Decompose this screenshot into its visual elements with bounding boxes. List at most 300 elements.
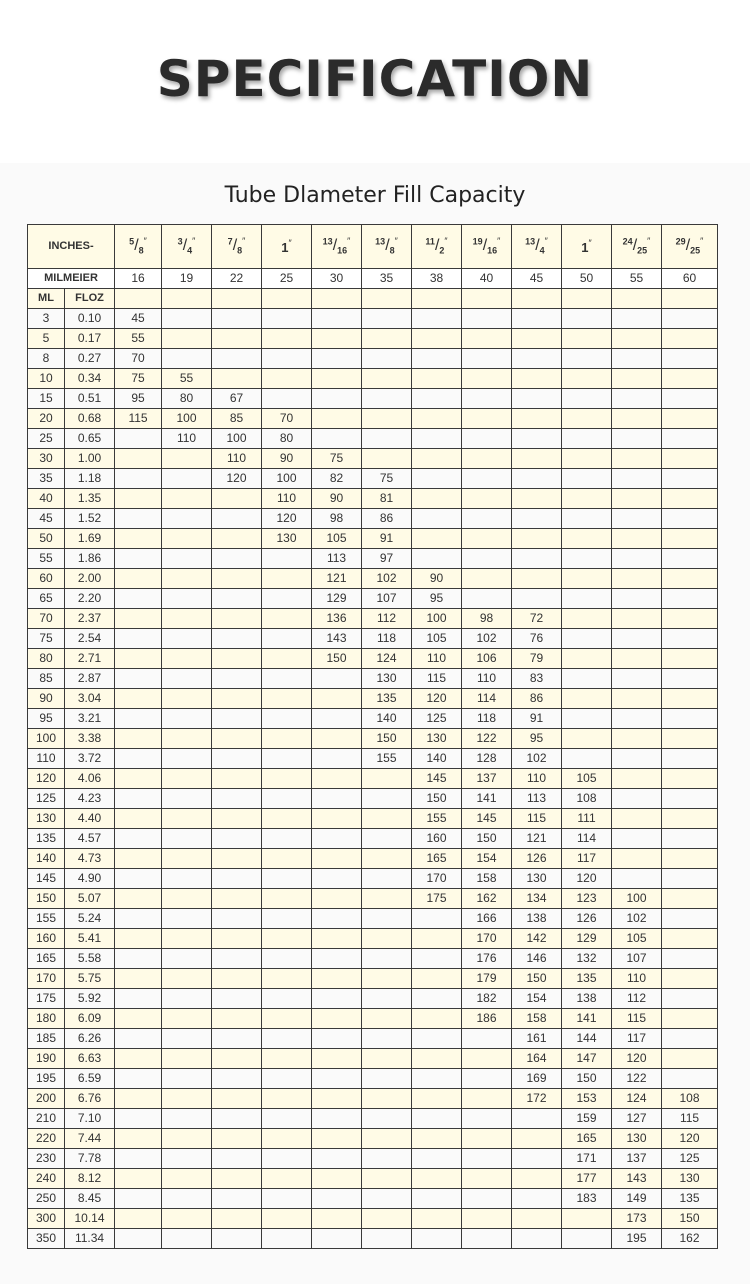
floz-cell: 7.44 xyxy=(65,1128,115,1148)
capacity-cell xyxy=(512,308,562,328)
capacity-cell: 83 xyxy=(512,668,562,688)
capacity-cell xyxy=(662,1028,718,1048)
mm-size-cell: 30 xyxy=(312,268,362,288)
capacity-cell: 127 xyxy=(612,1108,662,1128)
capacity-cell xyxy=(612,568,662,588)
capacity-cell: 150 xyxy=(312,648,362,668)
ml-cell: 185 xyxy=(28,1028,65,1048)
table-row xyxy=(28,1068,718,1088)
capacity-cell xyxy=(662,388,718,408)
capacity-cell xyxy=(162,1088,212,1108)
table-row xyxy=(28,428,718,448)
capacity-cell xyxy=(462,588,512,608)
capacity-cell xyxy=(662,488,718,508)
capacity-cell xyxy=(212,1188,262,1208)
capacity-cell xyxy=(115,968,162,988)
capacity-cell xyxy=(662,928,718,948)
capacity-cell xyxy=(612,608,662,628)
capacity-cell xyxy=(362,448,412,468)
capacity-cell xyxy=(312,1168,362,1188)
capacity-cell xyxy=(262,368,312,388)
capacity-cell xyxy=(115,1068,162,1088)
capacity-cell: 134 xyxy=(512,888,562,908)
capacity-cell: 105 xyxy=(562,768,612,788)
capacity-cell xyxy=(562,748,612,768)
capacity-cell xyxy=(312,1148,362,1168)
capacity-cell xyxy=(462,448,512,468)
capacity-cell xyxy=(562,1208,612,1228)
capacity-cell xyxy=(115,1148,162,1168)
capacity-cell xyxy=(362,968,412,988)
capacity-cell xyxy=(262,388,312,408)
floz-cell: 7.10 xyxy=(65,1108,115,1128)
mm-size-cell: 35 xyxy=(362,268,412,288)
capacity-cell xyxy=(512,1208,562,1228)
capacity-cell: 123 xyxy=(562,888,612,908)
capacity-cell: 120 xyxy=(262,508,312,528)
capacity-cell xyxy=(212,1168,262,1188)
capacity-cell: 86 xyxy=(512,688,562,708)
capacity-cell xyxy=(115,468,162,488)
capacity-cell: 91 xyxy=(362,528,412,548)
table-title: Tube Dlameter Fill Capacity xyxy=(224,183,526,208)
floz-cell: 5.58 xyxy=(65,948,115,968)
floz-cell: 1.69 xyxy=(65,528,115,548)
capacity-cell xyxy=(262,908,312,928)
mm-size-cell: 55 xyxy=(612,268,662,288)
capacity-cell: 110 xyxy=(612,968,662,988)
capacity-cell xyxy=(115,928,162,948)
capacity-cell: 75 xyxy=(312,448,362,468)
table-row xyxy=(28,508,718,528)
ml-cell: 75 xyxy=(28,628,65,648)
capacity-cell: 126 xyxy=(562,908,612,928)
capacity-cell: 135 xyxy=(562,968,612,988)
ml-cell: 175 xyxy=(28,988,65,1008)
inch-numerator: 13 xyxy=(322,236,333,247)
capacity-cell xyxy=(612,348,662,368)
capacity-cell: 82 xyxy=(312,468,362,488)
mm-size-cell: 22 xyxy=(212,268,262,288)
capacity-cell: 106 xyxy=(462,648,512,668)
fraction-slash: / xyxy=(182,237,188,254)
inch-size-cell xyxy=(412,225,462,269)
capacity-cell xyxy=(115,788,162,808)
capacity-cell xyxy=(512,348,562,368)
table-row xyxy=(28,348,718,368)
capacity-cell xyxy=(312,328,362,348)
capacity-cell xyxy=(462,1228,512,1248)
table-row xyxy=(28,748,718,768)
floz-cell: 4.06 xyxy=(65,768,115,788)
capacity-cell xyxy=(115,448,162,468)
capacity-cell xyxy=(462,308,512,328)
capacity-cell xyxy=(562,608,612,628)
capacity-cell xyxy=(262,768,312,788)
capacity-cell xyxy=(662,808,718,828)
capacity-cell xyxy=(362,1208,412,1228)
capacity-cell: 162 xyxy=(462,888,512,908)
capacity-cell xyxy=(312,1188,362,1208)
capacity-cell xyxy=(212,968,262,988)
capacity-cell xyxy=(115,748,162,768)
capacity-cell: 107 xyxy=(362,588,412,608)
capacity-cell xyxy=(162,968,212,988)
capacity-cell xyxy=(362,1048,412,1068)
capacity-cell xyxy=(512,368,562,388)
capacity-cell xyxy=(412,948,462,968)
capacity-cell xyxy=(662,448,718,468)
capacity-cell: 98 xyxy=(312,508,362,528)
capacity-cell: 120 xyxy=(662,1128,718,1148)
capacity-cell xyxy=(312,708,362,728)
capacity-cell: 110 xyxy=(212,448,262,468)
unit-label-row xyxy=(28,288,718,308)
capacity-cell xyxy=(212,1048,262,1068)
capacity-cell: 195 xyxy=(612,1228,662,1248)
capacity-cell: 132 xyxy=(562,948,612,968)
capacity-cell xyxy=(162,828,212,848)
capacity-cell: 118 xyxy=(462,708,512,728)
inch-denominator: 25 xyxy=(637,245,648,256)
capacity-cell xyxy=(162,328,212,348)
ml-cell: 240 xyxy=(28,1168,65,1188)
inches-row xyxy=(28,225,718,269)
capacity-cell: 166 xyxy=(462,908,512,928)
capacity-cell xyxy=(562,348,612,368)
capacity-cell xyxy=(512,528,562,548)
capacity-cell xyxy=(362,948,412,968)
capacity-cell xyxy=(362,308,412,328)
table-row xyxy=(28,728,718,748)
floz-cell: 2.54 xyxy=(65,628,115,648)
capacity-cell: 182 xyxy=(462,988,512,1008)
capacity-cell xyxy=(162,748,212,768)
capacity-cell xyxy=(412,448,462,468)
inch-fraction xyxy=(581,240,591,255)
floz-cell: 10.14 xyxy=(65,1208,115,1228)
ml-cell: 120 xyxy=(28,768,65,788)
capacity-cell xyxy=(212,608,262,628)
capacity-cell: 153 xyxy=(562,1088,612,1108)
floz-cell: 2.71 xyxy=(65,648,115,668)
capacity-cell xyxy=(115,528,162,548)
capacity-cell: 124 xyxy=(362,648,412,668)
ml-cell: 95 xyxy=(28,708,65,728)
capacity-cell xyxy=(412,368,462,388)
fraction-slash: / xyxy=(232,237,238,254)
capacity-cell xyxy=(262,1088,312,1108)
capacity-cell xyxy=(662,428,718,448)
capacity-cell xyxy=(262,688,312,708)
ml-cell: 135 xyxy=(28,828,65,848)
capacity-cell xyxy=(212,728,262,748)
capacity-cell xyxy=(262,788,312,808)
capacity-cell: 107 xyxy=(612,948,662,968)
capacity-cell xyxy=(115,548,162,568)
capacity-cell: 160 xyxy=(412,828,462,848)
capacity-cell xyxy=(512,1128,562,1148)
ml-cell: 10 xyxy=(28,368,65,388)
capacity-cell xyxy=(562,528,612,548)
capacity-cell xyxy=(212,708,262,728)
capacity-cell: 80 xyxy=(162,388,212,408)
capacity-cell xyxy=(512,1188,562,1208)
capacity-cell xyxy=(462,568,512,588)
capacity-cell: 159 xyxy=(562,1108,612,1128)
capacity-cell xyxy=(312,388,362,408)
capacity-cell: 138 xyxy=(512,908,562,928)
capacity-cell xyxy=(362,928,412,948)
ml-label: ML xyxy=(28,288,65,308)
ml-cell: 100 xyxy=(28,728,65,748)
table-row xyxy=(28,768,718,788)
capacity-cell xyxy=(212,1208,262,1228)
capacity-cell xyxy=(662,628,718,648)
table-row xyxy=(28,948,718,968)
table-row xyxy=(28,848,718,868)
inches-label: INCHES- xyxy=(28,225,115,269)
fraction-slash: / xyxy=(632,237,638,254)
inch-numerator: 11 xyxy=(425,236,435,247)
capacity-cell xyxy=(362,1088,412,1108)
capacity-cell: 102 xyxy=(512,748,562,768)
capacity-cell: 137 xyxy=(462,768,512,788)
capacity-cell xyxy=(662,768,718,788)
inch-size-cell xyxy=(462,225,512,269)
capacity-cell: 121 xyxy=(312,568,362,588)
capacity-cell: 67 xyxy=(212,388,262,408)
capacity-cell xyxy=(115,728,162,748)
capacity-cell: 118 xyxy=(362,628,412,648)
table-row xyxy=(28,368,718,388)
ml-cell: 155 xyxy=(28,908,65,928)
capacity-cell xyxy=(612,588,662,608)
capacity-cell xyxy=(662,468,718,488)
capacity-cell: 100 xyxy=(212,428,262,448)
capacity-cell xyxy=(312,408,362,428)
ml-cell: 195 xyxy=(28,1068,65,1088)
fill-capacity-table xyxy=(27,224,718,1249)
table-row xyxy=(28,668,718,688)
capacity-cell xyxy=(412,1108,462,1128)
capacity-cell xyxy=(312,308,362,328)
capacity-cell: 113 xyxy=(312,548,362,568)
capacity-cell xyxy=(162,608,212,628)
capacity-cell xyxy=(362,1108,412,1128)
inch-mark: ″ xyxy=(588,238,592,249)
table-row xyxy=(28,1108,718,1128)
capacity-cell xyxy=(312,688,362,708)
inch-size-cell xyxy=(562,225,612,269)
capacity-cell xyxy=(162,708,212,728)
capacity-cell xyxy=(312,1208,362,1228)
capacity-cell xyxy=(162,768,212,788)
capacity-cell: 80 xyxy=(262,428,312,448)
inch-mark: ″ xyxy=(288,238,292,249)
capacity-cell xyxy=(312,348,362,368)
capacity-cell: 143 xyxy=(312,628,362,648)
capacity-cell xyxy=(312,1108,362,1128)
capacity-cell xyxy=(212,808,262,828)
capacity-cell: 138 xyxy=(562,988,612,1008)
capacity-cell xyxy=(662,688,718,708)
capacity-cell xyxy=(512,448,562,468)
capacity-cell xyxy=(115,828,162,848)
capacity-cell xyxy=(312,1028,362,1048)
floz-cell: 8.12 xyxy=(65,1168,115,1188)
floz-cell: 6.76 xyxy=(65,1088,115,1108)
capacity-cell: 173 xyxy=(612,1208,662,1228)
capacity-cell xyxy=(562,648,612,668)
floz-cell: 4.90 xyxy=(65,868,115,888)
empty-cell xyxy=(262,288,312,308)
capacity-cell: 112 xyxy=(362,608,412,628)
empty-cell xyxy=(662,288,718,308)
capacity-cell xyxy=(662,648,718,668)
capacity-cell xyxy=(462,548,512,568)
floz-cell: 6.59 xyxy=(65,1068,115,1088)
capacity-cell xyxy=(162,1228,212,1248)
capacity-cell xyxy=(662,508,718,528)
capacity-cell: 105 xyxy=(412,628,462,648)
header xyxy=(0,0,750,163)
capacity-cell: 130 xyxy=(612,1128,662,1148)
capacity-cell xyxy=(115,688,162,708)
ml-cell: 50 xyxy=(28,528,65,548)
inch-numerator: 13 xyxy=(375,236,386,247)
table-row xyxy=(28,488,718,508)
capacity-cell: 112 xyxy=(612,988,662,1008)
capacity-cell xyxy=(512,388,562,408)
fraction-slash: / xyxy=(482,237,488,254)
inch-fraction xyxy=(129,236,147,256)
capacity-cell xyxy=(115,668,162,688)
ml-cell: 5 xyxy=(28,328,65,348)
mm-size-cell: 16 xyxy=(115,268,162,288)
capacity-cell: 75 xyxy=(115,368,162,388)
capacity-cell: 108 xyxy=(562,788,612,808)
table-row xyxy=(28,328,718,348)
fraction-slash: / xyxy=(134,237,139,254)
capacity-cell xyxy=(162,868,212,888)
capacity-cell xyxy=(312,368,362,388)
ml-cell: 90 xyxy=(28,688,65,708)
capacity-cell xyxy=(512,1108,562,1128)
capacity-cell xyxy=(412,428,462,448)
capacity-cell xyxy=(115,1208,162,1228)
floz-cell: 6.26 xyxy=(65,1028,115,1048)
ml-cell: 165 xyxy=(28,948,65,968)
capacity-cell xyxy=(312,908,362,928)
capacity-cell: 79 xyxy=(512,648,562,668)
floz-cell: 5.07 xyxy=(65,888,115,908)
capacity-cell: 170 xyxy=(412,868,462,888)
capacity-cell: 124 xyxy=(612,1088,662,1108)
ml-cell: 200 xyxy=(28,1088,65,1108)
capacity-cell xyxy=(412,1168,462,1188)
inch-size-cell xyxy=(662,225,718,269)
capacity-cell xyxy=(262,1188,312,1208)
floz-cell: 3.21 xyxy=(65,708,115,728)
capacity-cell xyxy=(115,808,162,828)
capacity-cell xyxy=(312,1068,362,1088)
capacity-cell: 143 xyxy=(612,1168,662,1188)
capacity-cell xyxy=(512,1228,562,1248)
capacity-cell xyxy=(212,788,262,808)
capacity-cell: 114 xyxy=(462,688,512,708)
capacity-cell xyxy=(115,1028,162,1048)
inch-mark: ″ xyxy=(544,236,548,246)
capacity-cell xyxy=(462,528,512,548)
capacity-cell xyxy=(262,348,312,368)
capacity-cell xyxy=(162,568,212,588)
table-row xyxy=(28,408,718,428)
inch-denominator: 25 xyxy=(690,245,701,256)
inch-mark: ″ xyxy=(700,236,704,246)
capacity-cell xyxy=(512,588,562,608)
capacity-cell xyxy=(662,608,718,628)
capacity-cell xyxy=(262,1228,312,1248)
table-row xyxy=(28,988,718,1008)
capacity-cell: 129 xyxy=(312,588,362,608)
capacity-cell xyxy=(262,848,312,868)
capacity-cell xyxy=(115,1048,162,1068)
capacity-cell xyxy=(212,1088,262,1108)
capacity-cell: 100 xyxy=(412,608,462,628)
capacity-cell xyxy=(662,348,718,368)
mm-size-cell: 38 xyxy=(412,268,462,288)
capacity-cell xyxy=(312,768,362,788)
capacity-cell xyxy=(512,328,562,348)
capacity-cell: 130 xyxy=(662,1168,718,1188)
capacity-cell xyxy=(262,648,312,668)
capacity-cell xyxy=(562,448,612,468)
capacity-cell xyxy=(162,308,212,328)
capacity-cell xyxy=(262,748,312,768)
capacity-cell xyxy=(412,388,462,408)
table-row xyxy=(28,928,718,948)
capacity-cell: 120 xyxy=(562,868,612,888)
inch-numerator: 29 xyxy=(675,236,686,247)
capacity-cell xyxy=(162,1048,212,1068)
capacity-cell xyxy=(262,888,312,908)
capacity-cell xyxy=(212,588,262,608)
capacity-cell: 95 xyxy=(512,728,562,748)
capacity-cell: 122 xyxy=(462,728,512,748)
ml-cell: 140 xyxy=(28,848,65,868)
inch-mark: ″ xyxy=(647,236,651,246)
inch-mark: ″ xyxy=(192,236,196,246)
capacity-cell: 140 xyxy=(362,708,412,728)
capacity-cell xyxy=(462,428,512,448)
capacity-cell xyxy=(412,1068,462,1088)
capacity-cell: 55 xyxy=(162,368,212,388)
capacity-cell: 115 xyxy=(512,808,562,828)
inch-fraction xyxy=(322,236,351,256)
capacity-cell: 150 xyxy=(662,1208,718,1228)
table-row xyxy=(28,888,718,908)
ml-cell: 110 xyxy=(28,748,65,768)
capacity-cell xyxy=(462,1088,512,1108)
ml-cell: 30 xyxy=(28,448,65,468)
fraction-slash: / xyxy=(385,237,390,254)
capacity-cell xyxy=(462,1148,512,1168)
floz-cell: 2.87 xyxy=(65,668,115,688)
capacity-cell xyxy=(662,788,718,808)
capacity-cell xyxy=(662,308,718,328)
capacity-cell xyxy=(612,708,662,728)
